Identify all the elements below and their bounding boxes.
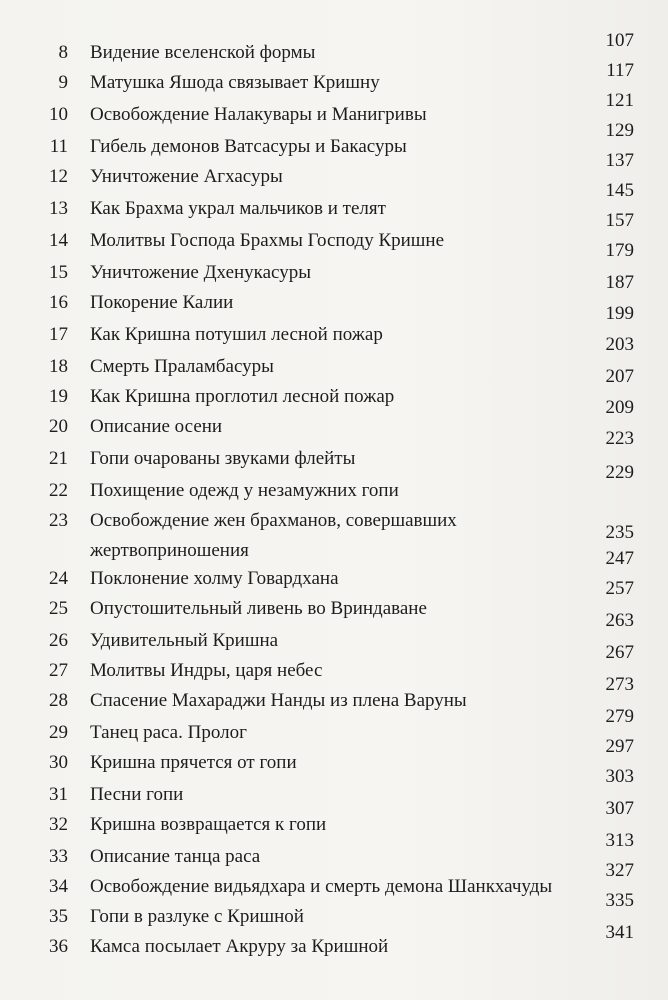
page-number: 107 <box>605 30 634 51</box>
chapter-number: 30 <box>49 752 68 773</box>
page-number: 279 <box>605 706 634 727</box>
page-number: 145 <box>605 180 634 201</box>
page-number: 137 <box>605 150 634 171</box>
chapter-title: Похищение одежд у незамужних гопи <box>90 480 399 501</box>
page-number: 157 <box>605 210 634 231</box>
chapter-number: 33 <box>49 846 68 867</box>
chapter-title-continued: жертвоприношения <box>90 540 249 561</box>
page-number: 247 <box>605 548 634 569</box>
chapter-number: 8 <box>58 42 68 63</box>
page-number: 209 <box>605 397 634 418</box>
page-number: 327 <box>605 860 634 881</box>
chapter-number: 17 <box>49 324 68 345</box>
page-number: 229 <box>605 462 634 483</box>
page-number: 303 <box>605 766 634 787</box>
chapter-number: 15 <box>49 262 68 283</box>
page-number: 179 <box>605 240 634 261</box>
chapter-number: 27 <box>49 660 68 681</box>
chapter-number: 34 <box>49 876 68 897</box>
chapter-number: 16 <box>49 292 68 313</box>
chapter-number: 29 <box>49 722 68 743</box>
chapter-title: Камса посылает Акруру за Кришной <box>90 936 389 957</box>
page-number: 187 <box>605 272 634 293</box>
chapter-title: Молитвы Господа Брахмы Господу Кришне <box>90 230 445 251</box>
chapter-title: Как Кришна потушил лесной пожар <box>90 324 383 345</box>
chapter-title: Кришна прячется от гопи <box>90 752 297 773</box>
chapter-number: 19 <box>49 386 68 407</box>
chapter-number: 26 <box>49 630 68 651</box>
chapter-number: 25 <box>49 598 68 619</box>
chapter-title: Матушка Яшода связывает Кришну <box>90 72 380 93</box>
chapter-title: Танец раса. Пролог <box>90 722 247 743</box>
chapter-title: Удивительный Кришна <box>90 630 279 651</box>
chapter-title: Описание танца раса <box>90 846 261 867</box>
chapter-number: 22 <box>49 480 68 501</box>
page-number: 121 <box>605 90 634 111</box>
chapter-title: Спасение Махараджи Нанды из плена Варуны <box>90 690 467 711</box>
chapter-title: Опустошительный ливень во Вриндаване <box>90 598 427 619</box>
page-number: 207 <box>605 366 634 387</box>
chapter-number: 10 <box>49 104 68 125</box>
chapter-title: Гопи очарованы звуками флейты <box>90 448 356 469</box>
chapter-number: 9 <box>58 72 68 93</box>
chapter-title: Уничтожение Агхасуры <box>90 166 283 187</box>
chapter-title: Смерть Праламбасуры <box>90 356 274 377</box>
page-number: 257 <box>605 578 634 599</box>
chapter-title: Кришна возвращается к гопи <box>90 814 327 835</box>
chapter-number: 32 <box>49 814 68 835</box>
chapter-number: 14 <box>49 230 68 251</box>
chapter-number: 23 <box>49 510 68 531</box>
page-number: 203 <box>605 334 634 355</box>
chapter-title: Описание осени <box>90 416 223 437</box>
chapter-title: Поклонение холму Говардхана <box>90 568 339 589</box>
chapter-number: 12 <box>49 166 68 187</box>
page-number: 129 <box>605 120 634 141</box>
chapter-title: Молитвы Индры, царя небес <box>90 660 323 681</box>
page-number: 313 <box>605 830 634 851</box>
chapter-title: Гопи в разлуке с Кришной <box>90 906 304 927</box>
chapter-title: Видение вселенской формы <box>90 42 316 63</box>
chapter-number: 11 <box>49 136 68 157</box>
chapter-title: Гибель демонов Ватсасуры и Бакасуры <box>90 136 407 157</box>
page-number: 267 <box>605 642 634 663</box>
page-number: 335 <box>605 890 634 911</box>
page-number: 297 <box>605 736 634 757</box>
chapter-number: 18 <box>49 356 68 377</box>
chapter-number: 35 <box>49 906 68 927</box>
page-number: 273 <box>605 674 634 695</box>
page-number: 341 <box>605 922 634 943</box>
chapter-title: Покорение Калии <box>90 292 234 313</box>
chapter-title: Как Брахма украл мальчиков и телят <box>90 198 386 219</box>
page-number: 235 <box>605 522 634 543</box>
chapter-title: Освобождение жен брахманов, совершавших <box>90 510 457 531</box>
chapter-number: 13 <box>49 198 68 219</box>
chapter-number: 28 <box>49 690 68 711</box>
chapter-title: Как Кришна проглотил лесной пожар <box>90 386 395 407</box>
chapter-number: 21 <box>49 448 68 469</box>
chapter-number: 36 <box>49 936 68 957</box>
chapter-number: 24 <box>49 568 68 589</box>
chapter-title: Освобождение видьядхара и смерть демона Шанкхачуды <box>90 876 553 897</box>
chapter-title: Песни гопи <box>90 784 184 805</box>
chapter-number: 31 <box>49 784 68 805</box>
page-number: 117 <box>606 60 634 81</box>
chapter-title: Уничтожение Дхенукасуры <box>90 262 311 283</box>
chapter-title: Освобождение Налакувары и Манигривы <box>90 104 427 125</box>
page-number: 307 <box>605 798 634 819</box>
page-number: 263 <box>605 610 634 631</box>
chapter-number: 20 <box>49 416 68 437</box>
page-number: 223 <box>605 428 634 449</box>
page-number: 199 <box>605 303 634 324</box>
